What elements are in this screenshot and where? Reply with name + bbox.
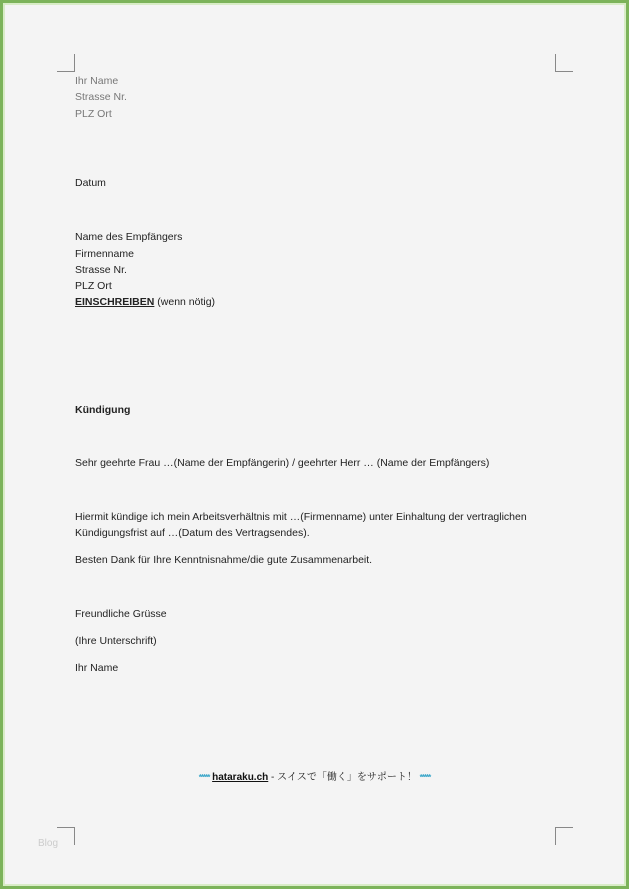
closing-greeting: Freundliche Grüsse — [75, 608, 167, 620]
crop-mark-top-right — [555, 54, 573, 72]
sender-city: PLZ Ort — [75, 108, 112, 120]
date: Datum — [75, 177, 106, 189]
crop-mark-bottom-right — [555, 827, 573, 845]
stars-left-icon: ***** — [198, 773, 210, 782]
stars-right-icon: ***** — [419, 773, 431, 782]
watermark: Blog — [38, 838, 59, 849]
body-paragraph-2: Besten Dank für Ihre Kenntnisnahme/die gute Zusammenarbeit. — [75, 554, 373, 566]
registered-note: (wenn nötig) — [154, 296, 216, 308]
subject: Kündigung — [75, 404, 131, 416]
registered-mail-line — [75, 296, 215, 309]
crop-mark-bottom-left — [57, 827, 75, 845]
salutation: Sehr geehrte Frau …(Name der Empfängerin) / geehrter Herr … (Name der Empfängers) — [75, 457, 490, 469]
recipient-street: Strasse Nr. — [75, 264, 127, 276]
body-paragraph-1: Hiermit kündige ich mein Arbeitsverhältnis mit …(Firmenname) unter Einhaltung der vertraglichen Kündigungsfrist auf …(Datum des Vertragsendes). — [75, 511, 527, 539]
footer-tagline: - スイスで「働く」をサポート！ — [268, 772, 417, 783]
recipient-city: PLZ Ort — [75, 280, 112, 292]
sender-street: Strasse Nr. — [75, 91, 127, 103]
footer-banner — [0, 768, 629, 783]
site-link[interactable]: hataraku.ch — [212, 772, 269, 783]
recipient-name: Name des Empfängers — [75, 231, 183, 243]
registered-label: EINSCHREIBEN — [75, 296, 155, 308]
recipient-company: Firmenname — [75, 248, 134, 260]
sender-name: Ihr Name — [75, 75, 119, 87]
signature-placeholder: (Ihre Unterschrift) — [75, 635, 157, 647]
crop-mark-top-left — [57, 54, 75, 72]
closing-name: Ihr Name — [75, 662, 119, 674]
